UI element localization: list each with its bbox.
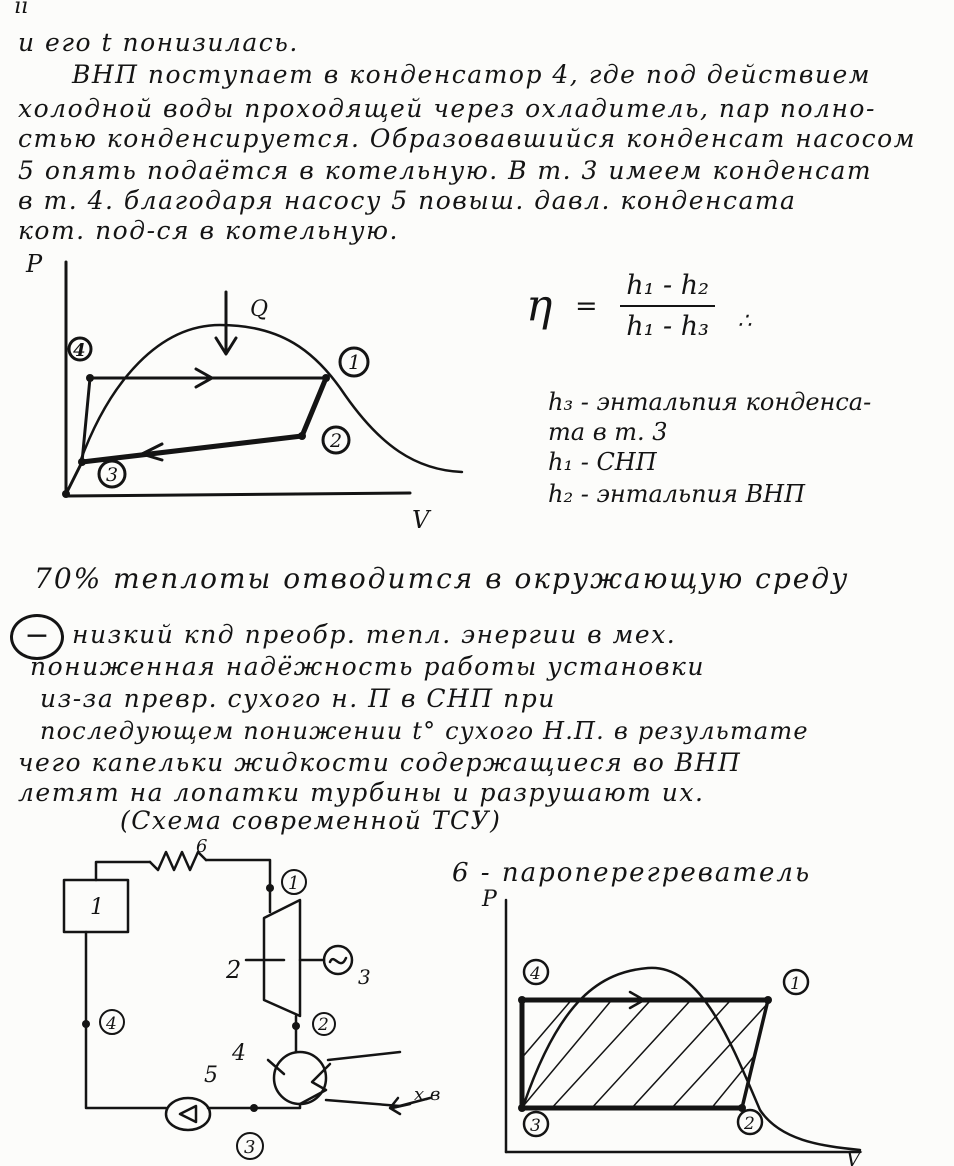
minus-sign: −: [24, 618, 50, 653]
point-1-circle: [340, 348, 368, 376]
superheater-coil: [150, 852, 206, 870]
hatch-5: [630, 990, 740, 1110]
point-3-dot: [78, 458, 86, 466]
pump-label: 5: [204, 1063, 218, 1088]
text-line-6: в т. 4. благодаря насосу 5 повыш. давл. конденсата: [18, 186, 797, 215]
saturation-curve: [80, 325, 462, 472]
superheater-label: 6: [196, 836, 208, 857]
generator-wave: [330, 958, 346, 963]
scheme-point-3-circle: [237, 1133, 263, 1159]
point-3-circle: [99, 461, 125, 487]
scheme-point-3-label: 3: [244, 1137, 256, 1158]
minus-line-5: чего капельки жидкости содержащиеся во ВНП: [18, 748, 742, 777]
hatch-7: [710, 1000, 800, 1110]
cycle2-arrow: [630, 992, 644, 1008]
margin-mark: ıı: [14, 0, 29, 19]
boiler-box: [64, 880, 128, 932]
generator-label: 3: [358, 965, 371, 989]
pump-circle: [166, 1098, 210, 1130]
pump-symbol: [180, 1106, 196, 1122]
minus-line-1: низкий кпд преобр. тепл. энергии в мех.: [72, 620, 677, 649]
d2-point-1-label: 1: [790, 974, 801, 994]
minus-line-6: летят на лопатки турбины и разрушают их.: [18, 778, 705, 807]
fraction-denominator: h₁ - h₃: [626, 311, 709, 342]
eta-symbol: η: [526, 280, 553, 332]
point-1-label: 1: [348, 350, 361, 374]
legend-line-3: h₁ - СНП: [548, 448, 657, 476]
hatch-3: [550, 990, 660, 1110]
turbine-shape: [264, 900, 300, 1016]
scheme-4-leader: [268, 1060, 284, 1074]
cooling-out: [326, 1100, 400, 1106]
cooling-label: х.в: [414, 1084, 441, 1105]
text-line-4: стью конденсируется. Образовавшийся конденсат насосом: [18, 124, 916, 153]
pipe-superheater-turbine: [206, 860, 270, 912]
line-1-2: [302, 378, 326, 436]
point-4-dot: [86, 374, 94, 382]
axis-v-line: [66, 493, 410, 496]
scheme-point-2-circle: [313, 1013, 335, 1035]
d2-point-3-label: 3: [530, 1116, 541, 1136]
hatch-4: [590, 990, 700, 1110]
condenser-coil: [300, 1064, 330, 1104]
legend-line-1: h₃ - энтальпия конденса-: [548, 388, 872, 416]
legend-line-4: h₂ - энтальпия ВНП: [548, 480, 806, 508]
fraction-numerator: h₁ - h₂: [620, 270, 715, 307]
d2-point-2-label: 2: [744, 1114, 755, 1134]
d2-point-4-label: 4: [530, 964, 541, 984]
scheme-point-4-dot: [82, 1020, 90, 1028]
point-3-label: 3: [106, 464, 119, 486]
condenser-circle: [274, 1052, 326, 1104]
hatch-1: [520, 990, 580, 1060]
text-line-5: 5 опять подаётся в котельную. В т. 3 имеем конденсат: [18, 156, 873, 185]
point-4-label: 4: [73, 340, 86, 361]
d2-point-2-circle: [738, 1110, 762, 1134]
line-2-3: [82, 436, 302, 462]
legend-line-2: та в т. 3: [548, 418, 668, 446]
generator-circle: [324, 946, 352, 974]
d2-point-3-dot: [518, 1104, 526, 1112]
hatch-6: [670, 990, 780, 1110]
cooling-arrow-line: [392, 1098, 430, 1108]
pipe-condenser-pump: [208, 1104, 300, 1108]
point-2-circle: [323, 427, 349, 453]
axis2-p-label: P: [482, 887, 497, 912]
scheme-point-1-circle: [282, 870, 306, 894]
scheme-point-1-label: 1: [288, 873, 300, 894]
cooling-arrow: [390, 1098, 410, 1114]
scheme-point-2-dot: [292, 1022, 300, 1030]
point-2-label: 2: [330, 430, 343, 452]
therefore-mark: ∴: [737, 308, 752, 334]
minus-line-2: пониженная надёжность работы установки: [30, 652, 705, 681]
d2-point-4-dot: [518, 996, 526, 1004]
diagram2-caption: 6 - пароперегреватель: [452, 858, 812, 888]
condenser-label: 4: [232, 1041, 246, 1066]
d2-point-4-circle: [524, 960, 548, 984]
text-line-3: холодной воды проходящей через охладитель, пар полно-: [18, 94, 876, 123]
scheme-point-3-dot: [250, 1104, 258, 1112]
axis2-v-label: V: [846, 1147, 861, 1166]
axis-v-label: V: [412, 506, 430, 534]
origin-dot: [62, 490, 70, 498]
scheme-title: (Схема современной ТСУ): [120, 806, 502, 835]
cooling-in: [328, 1052, 400, 1060]
heat-label: Q: [250, 297, 269, 322]
text-line-2: ВНП поступает в конденсатор 4, где под действием: [72, 60, 871, 89]
axis-p-label: P: [26, 250, 43, 278]
text-line-7: кот. под-ся в котельную.: [18, 216, 399, 245]
scheme-point-1-dot: [266, 884, 274, 892]
hatch-2: [520, 990, 620, 1110]
efficiency-formula: [526, 270, 752, 342]
d2-point-1-dot: [764, 996, 772, 1004]
d2-point-2-dot: [738, 1104, 746, 1112]
heat-arrow-head: [216, 338, 236, 354]
efficiency-fraction: [620, 270, 715, 342]
scheme-point-4-label: 4: [106, 1014, 117, 1034]
saturation-curve-2: [524, 968, 860, 1150]
line-4-3: [82, 378, 90, 462]
point-4-circle: [69, 338, 91, 360]
d2-point-3-circle: [524, 1112, 548, 1136]
equals-sign: =: [574, 290, 598, 322]
scheme-point-2-label: 2: [318, 1015, 329, 1035]
cycle2-right: [742, 1000, 768, 1108]
d2-point-1-circle: [784, 970, 808, 994]
point-2-dot: [298, 432, 306, 440]
minus-line-4: последующем понижении t° сухого Н.П. в результате: [40, 717, 809, 745]
turbine-label: 2: [226, 956, 242, 984]
arrow-2-3: [142, 444, 162, 460]
line-3-origin: [66, 462, 82, 494]
boiler-label: 1: [90, 895, 104, 920]
heat-loss-note: 70% теплоты отводится в окружающую среду: [34, 562, 850, 595]
arrow-4-1: [196, 369, 212, 387]
pipe-boiler-superheater: [96, 862, 150, 880]
scheme-point-4-circle: [100, 1010, 124, 1034]
pipe-pump-boiler: [86, 932, 166, 1108]
point-1-dot: [322, 374, 330, 382]
minus-line-3: из-за превр. сухого н. П в СНП при: [40, 684, 556, 713]
text-line-1: и его t понизилась.: [18, 28, 299, 57]
